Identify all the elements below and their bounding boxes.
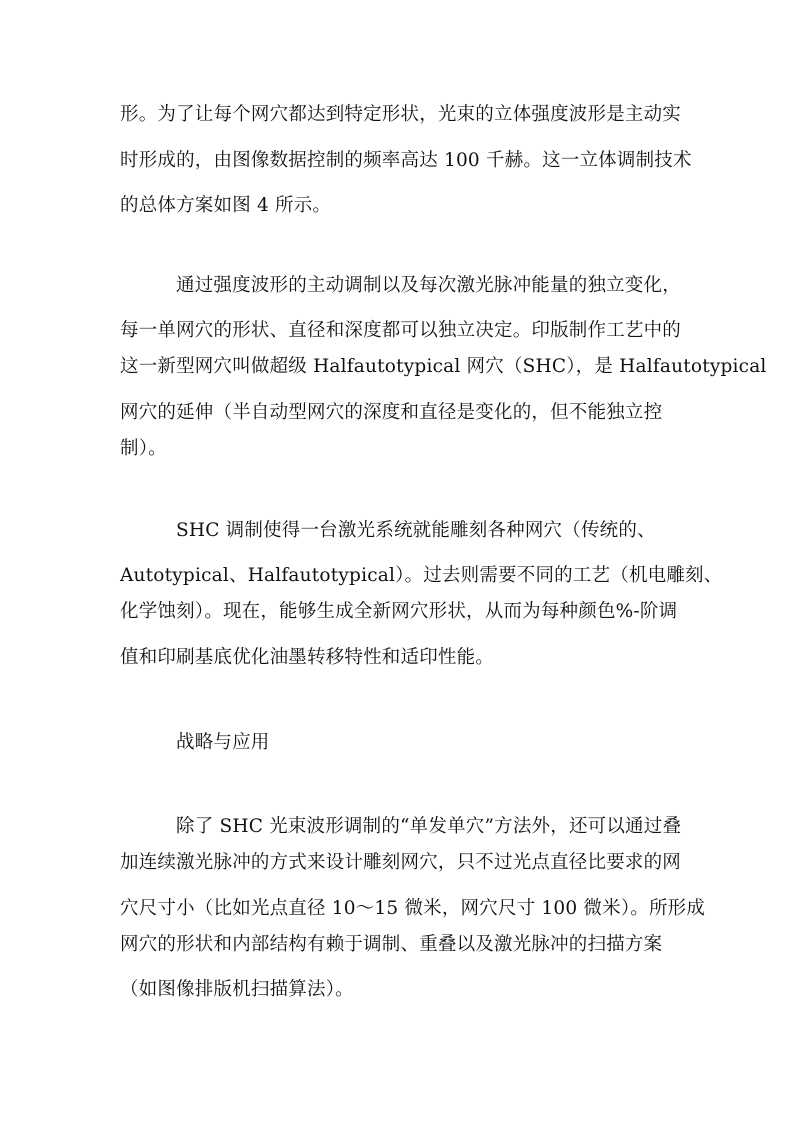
paragraph-1-line-3: 的总体方案如图 4 所示。: [120, 195, 332, 216]
paragraph-3-line-3: 化学蚀刻）。现在，能够生成全新网穴形状，从而为每种颜色%-阶调: [120, 601, 678, 622]
paragraph-4-line-5: （如图像排版机扫描算法）。: [120, 979, 354, 1000]
section-heading: 战略与应用: [176, 732, 270, 753]
paragraph-4-line-4: 网穴的形状和内部结构有赖于调制、重叠以及激光脉冲的扫描方案: [120, 934, 663, 955]
paragraph-1-line-1: 形。为了让每个网穴都达到特定形状，光束的立体强度波形是主动实: [120, 104, 682, 125]
paragraph-4-line-1: 除了 SHC 光束波形调制的“单发单穴”方法外，还可以通过叠: [176, 816, 682, 837]
paragraph-1-line-2: 时形成的，由图像数据控制的频率高达 100 千赫。这一立体调制技术: [120, 150, 692, 171]
paragraph-3-line-1: SHC 调制使得一台激光系统就能雕刻各种网穴（传统的、: [176, 520, 656, 541]
paragraph-2-line-5: 制）。: [120, 438, 167, 459]
paragraph-4-line-3: 穴尺寸小（比如光点直径 10～15 微米，网穴尺寸 100 微米）。所形成: [120, 898, 706, 919]
paragraph-2-line-1: 通过强度波形的主动调制以及每次激光脉冲能量的独立变化，: [176, 275, 681, 296]
paragraph-2-line-3: 这一新型网穴叫做超级 Halfautotypical 网穴（SHC），是 Halfautotypical: [120, 356, 767, 377]
paragraph-3-line-4: 值和印刷基底优化油墨转移特性和适印性能。: [120, 647, 495, 668]
paragraph-2-line-2: 每一单网穴的形状、直径和深度都可以独立决定。印版制作工艺中的: [120, 320, 682, 341]
paragraph-2-line-4: 网穴的延伸（半自动型网穴的深度和直径是变化的，但不能独立控: [120, 402, 663, 423]
paragraph-3-line-2: Autotypical、Halfautotypical）。过去则需要不同的工艺（机电雕刻、: [120, 565, 723, 586]
paragraph-4-line-2: 加连续激光脉冲的方式来设计雕刻网穴，只不过光点直径比要求的网: [120, 852, 682, 873]
